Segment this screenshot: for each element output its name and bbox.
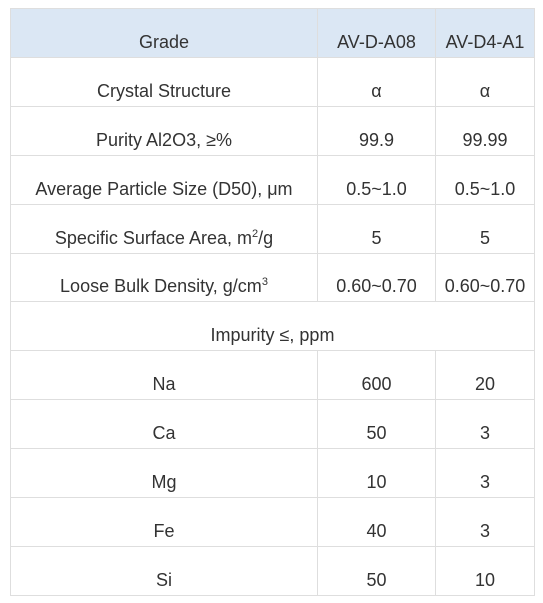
impurity-label: Ca (11, 400, 318, 449)
row-value-1: 0.60~0.70 (318, 254, 436, 302)
header-grade: Grade (11, 9, 318, 58)
header-row (11, 9, 535, 58)
impurity-heading: Impurity ≤, ppm (11, 302, 535, 351)
impurity-label: Na (11, 351, 318, 400)
impurity-label: Si (11, 547, 318, 596)
row-value-2: 5 (436, 205, 535, 254)
row-label-main: Specific Surface Area, m (54, 228, 252, 248)
row-label (11, 254, 318, 302)
table-row (11, 449, 535, 498)
row-value-2: 99.99 (436, 107, 535, 156)
impurity-value-2: 10 (436, 547, 535, 596)
impurity-label: Fe (11, 498, 318, 547)
impurity-value-1: 50 (318, 547, 436, 596)
row-value-1: α (318, 58, 436, 107)
table-row (11, 58, 535, 107)
table-row (11, 351, 535, 400)
table-row (11, 205, 535, 254)
impurity-value-1: 40 (318, 498, 436, 547)
impurity-value-2: 3 (436, 400, 535, 449)
row-label-tail: /g (258, 228, 274, 248)
row-label (11, 205, 318, 254)
header-col2: AV-D4-A1 (436, 9, 535, 58)
row-label: Average Particle Size (D50), μm (11, 156, 318, 205)
row-value-1: 0.5~1.0 (318, 156, 436, 205)
table-row (11, 547, 535, 596)
impurity-value-1: 50 (318, 400, 436, 449)
table-row (11, 400, 535, 449)
row-label-superscript: 3 (261, 276, 268, 288)
row-value-2: 0.5~1.0 (436, 156, 535, 205)
row-label: Crystal Structure (11, 58, 318, 107)
impurity-value-2: 3 (436, 498, 535, 547)
impurity-label: Mg (11, 449, 318, 498)
table-row (11, 156, 535, 205)
row-label: Purity Al2O3, ≥% (11, 107, 318, 156)
impurity-value-1: 600 (318, 351, 436, 400)
table-row (11, 498, 535, 547)
impurity-heading-row (11, 302, 535, 351)
row-value-1: 99.9 (318, 107, 436, 156)
table-row (11, 254, 535, 302)
impurity-value-2: 20 (436, 351, 535, 400)
header-col1: AV-D-A08 (318, 9, 436, 58)
row-value-2: α (436, 58, 535, 107)
row-value-1: 5 (318, 205, 436, 254)
table-row (11, 107, 535, 156)
impurity-value-1: 10 (318, 449, 436, 498)
spec-table (10, 8, 535, 596)
row-label-main: Loose Bulk Density, g/cm (60, 276, 262, 296)
impurity-value-2: 3 (436, 449, 535, 498)
row-value-2: 0.60~0.70 (436, 254, 535, 302)
row-label-superscript: 2 (251, 228, 259, 240)
